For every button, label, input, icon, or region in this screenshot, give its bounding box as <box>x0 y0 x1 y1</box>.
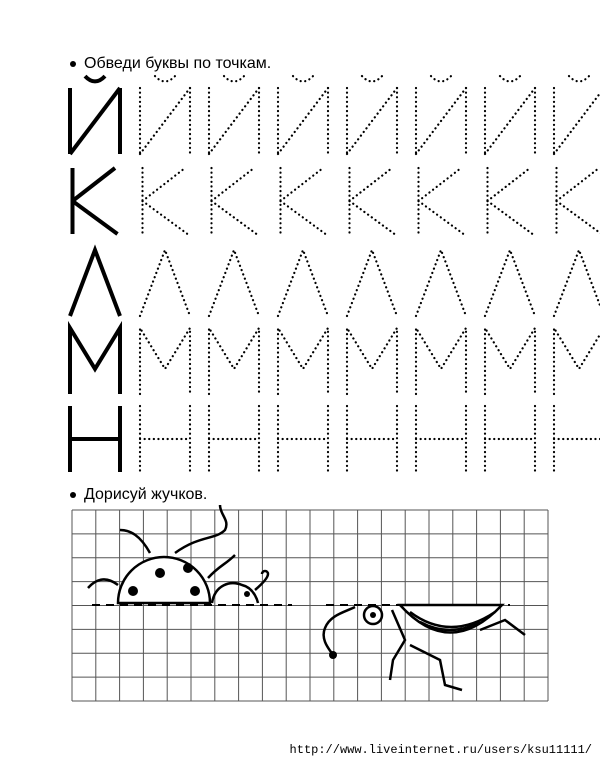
ladybug-half-drawing <box>88 505 268 603</box>
task-1-text: Обведи буквы по точкам. <box>84 55 272 72</box>
source-url-footer: http://www.liveinternet.ru/users/ksu11111/ <box>289 743 592 757</box>
task-2-text: Дорисуй жучков. <box>84 486 208 503</box>
